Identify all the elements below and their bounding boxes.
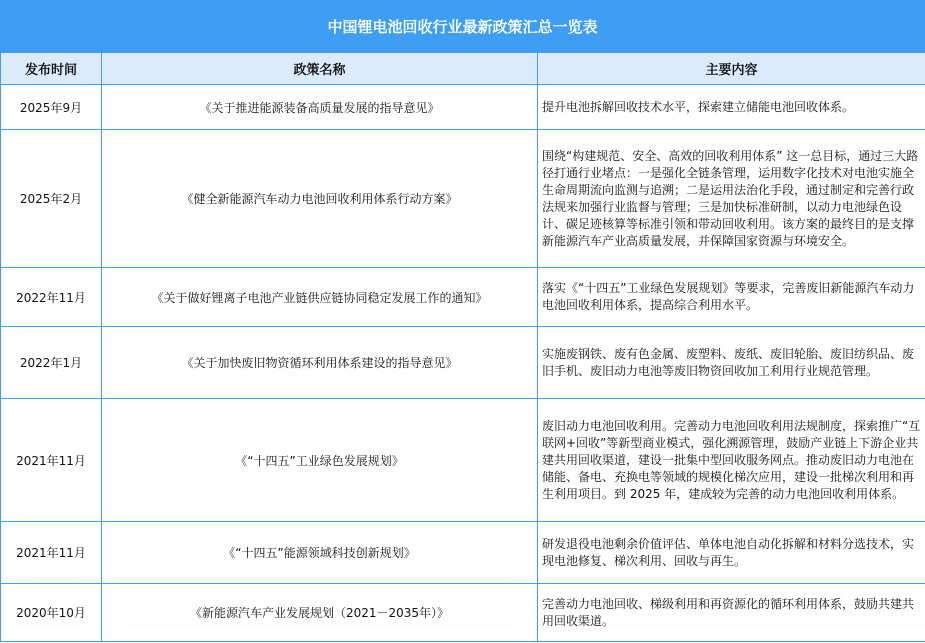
table-row — [1, 584, 925, 642]
page-title: 中国锂电池回收行业最新政策汇总一览表 — [0, 0, 925, 53]
table-header-row — [1, 53, 925, 85]
policy-name-cell: 《“十四五”工业绿色发展规划》 — [102, 399, 538, 522]
header-content: 主要内容 — [538, 53, 925, 85]
table-row — [1, 522, 925, 584]
content-cell: 提升电池拆解回收技术水平，探索建立储能电池回收体系。 — [538, 85, 925, 130]
content-cell: 研发退役电池剩余价值评估、单体电池自动化拆解和材料分选技术，实现电池修复、梯次利用、回收与再生。 — [538, 522, 925, 584]
date-cell: 2022年1月 — [1, 327, 102, 399]
header-policy-name: 政策名称 — [102, 53, 538, 85]
content-cell: 实施废钢铁、废有色金属、废塑料、废纸、废旧轮胎、废旧纺织品、废旧手机、废旧动力电池等废旧物资回收加工利用行业规范管理。 — [538, 327, 925, 399]
table-row — [1, 130, 925, 268]
policy-name-cell: 《关于推进能源装备高质量发展的指导意见》 — [102, 85, 538, 130]
header-date: 发布时间 — [1, 53, 102, 85]
content-cell: 废旧动力电池回收利用。完善动力电池回收利用法规制度，探索推广“互联网+回收”等新型商业模式，强化溯源管理，鼓励产业链上下游企业共建共用回收渠道，建设一批集中型回收服务网点。推动废旧动力电池在储能、备电、充换电等领域的规模化梯次应用，建设一批梯次利用和再生利用项目。到 2025 年，建成较为完善的动力电池回收利用体系。 — [538, 399, 925, 522]
date-cell: 2022年11月 — [1, 268, 102, 327]
table-row — [1, 399, 925, 522]
policy-name-cell: 《关于做好锂离子电池产业链供应链协同稳定发展工作的通知》 — [102, 268, 538, 327]
policy-name-cell: 《关于加快废旧物资循环利用体系建设的指导意见》 — [102, 327, 538, 399]
content-cell: 围绕“构建规范、安全、高效的回收利用体系” 这一总目标，通过三大路径打通行业堵点：一是强化全链条管理，运用数字化技术对电池实施全生命周期流向监测与追溯；二是运用法治化手段，通过制定和完善行政法规来加强行业监督与管理；三是加快标准研制，以动力电池绿色设计、碳足迹核算等标准引领和带动回收利用。该方案的最终目的是支撑新能源汽车产业高质量发展，并保障国家资源与环境安全。 — [538, 130, 925, 268]
content-cell: 完善动力电池回收、梯级利用和再资源化的循环利用体系，鼓励共建共用回收渠道。 — [538, 584, 925, 642]
table-row — [1, 268, 925, 327]
date-cell: 2021年11月 — [1, 399, 102, 522]
date-cell: 2020年10月 — [1, 584, 102, 642]
policy-name-cell: 《“十四五”能源领域科技创新规划》 — [102, 522, 538, 584]
table-row — [1, 85, 925, 130]
date-cell: 2025年2月 — [1, 130, 102, 268]
policy-name-cell: 《健全新能源汽车动力电池回收利用体系行动方案》 — [102, 130, 538, 268]
date-cell: 2021年11月 — [1, 522, 102, 584]
policy-name-cell: 《新能源汽车产业发展规划（2021－2035年）》 — [102, 584, 538, 642]
date-cell: 2025年9月 — [1, 85, 102, 130]
content-cell: 落实《“十四五”工业绿色发展规划》等要求，完善废旧新能源汽车动力电池回收利用体系，提高综合利用水平。 — [538, 268, 925, 327]
table-row — [1, 327, 925, 399]
policy-table — [0, 53, 925, 642]
